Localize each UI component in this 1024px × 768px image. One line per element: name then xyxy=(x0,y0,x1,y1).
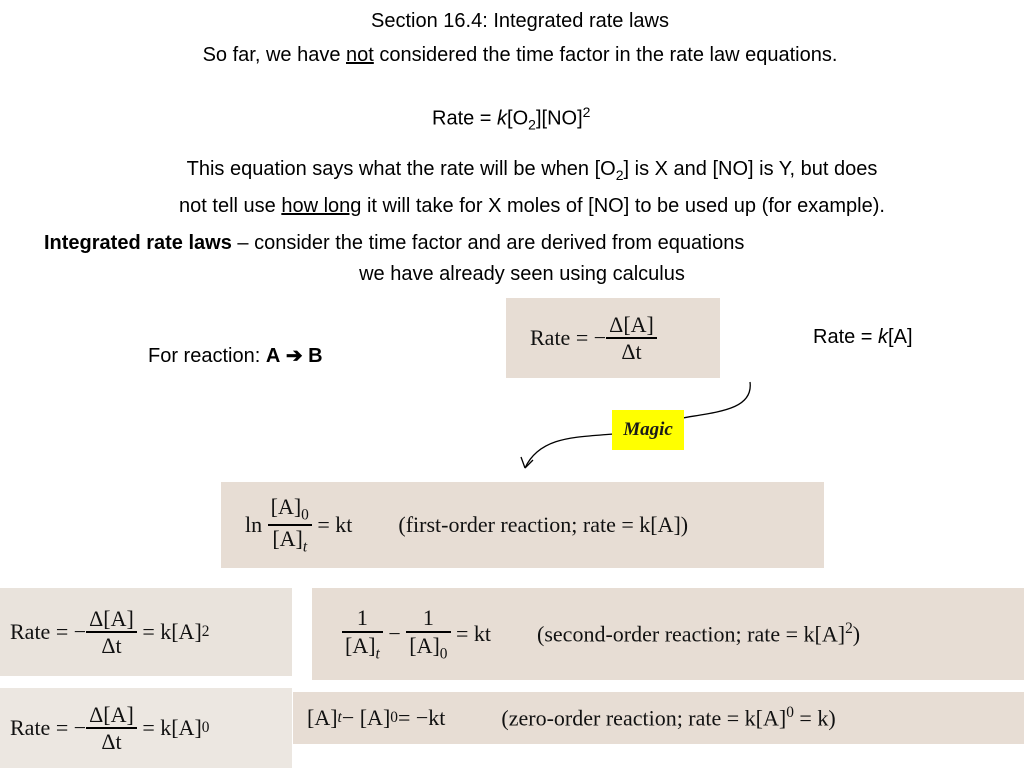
numerator: Δ[A] xyxy=(86,606,137,633)
text: This equation says what the rate will be when [O xyxy=(186,158,616,180)
differential-rate-image xyxy=(506,298,720,378)
rate-text: Rate = − xyxy=(10,715,87,740)
product: B xyxy=(308,345,323,367)
rate-eq-term: ][NO] xyxy=(535,107,583,130)
exponent: 0 xyxy=(786,704,794,722)
subscript: t xyxy=(302,538,308,556)
integrated-rate-laws-definition xyxy=(44,232,744,255)
subscript: t xyxy=(337,709,342,726)
denominator: Δt xyxy=(101,729,122,754)
text: not tell use xyxy=(179,195,282,217)
explanation-line-2 xyxy=(0,191,1024,222)
rate-label: Rate = xyxy=(813,326,879,348)
zero-order-rate-image xyxy=(0,688,292,768)
subscript: 0 xyxy=(301,506,309,524)
page-title: Section 16.4: Integrated rate laws xyxy=(371,10,669,32)
denominator xyxy=(406,633,450,663)
subscript: 0 xyxy=(439,644,448,662)
fraction xyxy=(86,606,137,659)
rate-constant: k xyxy=(497,107,508,130)
conc: [A] xyxy=(345,632,376,658)
concentration-ratio xyxy=(268,494,312,556)
rate-eq-sub: 2 xyxy=(528,116,536,133)
intro-part: So far, we have xyxy=(202,44,346,66)
denominator: Δt xyxy=(621,339,642,364)
definition-text: – consider the time factor and are derived from equations xyxy=(231,232,745,254)
rhs: = k[A] xyxy=(142,619,202,644)
exponent: 0 xyxy=(201,719,210,736)
numerator: Δ[A] xyxy=(86,702,137,729)
text: ] is X and [NO] is Y, but does xyxy=(623,158,878,180)
numerator: Δ[A] xyxy=(606,312,657,339)
conc: [A] xyxy=(272,526,303,551)
reactant: A xyxy=(265,345,281,367)
note-end: = k) xyxy=(793,705,836,731)
conc: [A] xyxy=(270,493,302,519)
intro-text xyxy=(0,44,1024,67)
rhs: = kt xyxy=(317,512,353,537)
equals-sign: = xyxy=(575,325,589,350)
rate-law-equation xyxy=(432,104,590,133)
rate-word: Rate xyxy=(530,325,571,350)
magic-label: Magic xyxy=(612,410,684,450)
rate-eq-term: [O xyxy=(507,107,529,130)
text: it will take for X moles of [NO] to be used up (for example). xyxy=(361,195,885,217)
intro-underlined: not xyxy=(346,44,374,66)
second-order-note xyxy=(537,620,860,647)
rate-eq-sup: 2 xyxy=(582,104,591,120)
exponent: 2 xyxy=(201,623,210,640)
rate-concentration: [A] xyxy=(888,326,913,348)
first-order-equation-image xyxy=(221,482,824,568)
rate-text: Rate = − xyxy=(10,619,87,644)
conc: [A] xyxy=(307,705,338,730)
denominator xyxy=(268,526,312,556)
underlined-text: how long xyxy=(281,195,362,217)
explanation-line-1 xyxy=(0,154,1024,191)
reaction-label xyxy=(148,343,323,368)
minus-sign: − xyxy=(388,621,401,646)
denominator: Δt xyxy=(101,633,122,658)
rate-first-order xyxy=(813,326,913,349)
conc: [A] xyxy=(409,632,440,658)
numerator: 1 xyxy=(406,605,450,632)
first-order-note: (first-order reaction; rate = k[A]) xyxy=(398,512,689,537)
reaction-text: For reaction: xyxy=(148,345,266,367)
conc: − [A] xyxy=(341,705,391,730)
fraction xyxy=(606,312,657,365)
subscript: 0 xyxy=(390,709,398,726)
rate-eq-label: Rate = xyxy=(432,107,498,130)
note-text: (zero-order reaction; rate = k[A] xyxy=(501,705,787,731)
integrated-line-2: we have already seen using calculus xyxy=(359,263,685,285)
denominator xyxy=(342,633,383,663)
numerator xyxy=(268,494,312,526)
arrow-icon: ➔ xyxy=(285,345,303,367)
exponent: 2 xyxy=(845,620,853,638)
ln-symbol: ln xyxy=(245,512,263,537)
explanation-paragraph xyxy=(0,154,1024,222)
term-bold: Integrated rate laws xyxy=(44,232,232,254)
rhs: = k[A] xyxy=(142,715,202,740)
subscript: t xyxy=(375,644,380,662)
rhs: = kt xyxy=(456,621,492,646)
note-end: ) xyxy=(852,621,861,647)
second-order-rate-image xyxy=(0,588,292,676)
rhs: = −kt xyxy=(397,705,446,730)
intro-part: considered the time factor in the rate law equations. xyxy=(373,44,838,66)
fraction-2 xyxy=(406,605,450,662)
second-order-equation-image xyxy=(312,588,1024,680)
zero-order-note xyxy=(501,704,835,731)
minus-sign: − xyxy=(593,325,607,350)
fraction xyxy=(86,702,137,755)
rate-constant: k xyxy=(878,326,889,348)
fraction-1 xyxy=(342,605,383,662)
subscript: 2 xyxy=(615,167,624,183)
numerator: 1 xyxy=(342,605,383,632)
zero-order-equation-image xyxy=(293,692,1024,744)
note-text: (second-order reaction; rate = k[A] xyxy=(537,621,846,647)
